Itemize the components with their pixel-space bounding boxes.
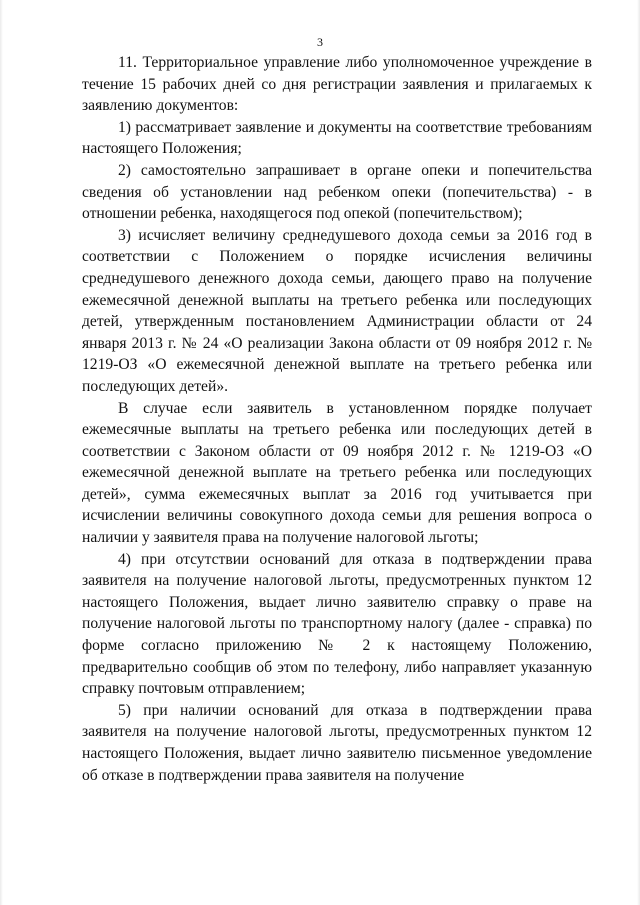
paragraph-subitem-3: 3) исчисляет величину среднедушевого дохода семьи за 2016 год в соответствии с Положением о порядке исчисления величины среднедушевого денежного дохода семьи, дающего право на получение ежемесячной денежной выплаты на третьего ребенка или последующих детей, утвержденным постановлением Администрации области от 24 января 2013 г. № 24 «О реализации Закона области от 09 ноября 2012 г. № 1219-ОЗ «О ежемесячной денежной выплате на третьего ребенка или последующих детей».: [82, 226, 592, 395]
document-body: [82, 52, 592, 786]
paragraph-subitem-2: 2) самостоятельно запрашивает в органе опеки и попечительства сведения об установлении над ребенком опеки (попечительства) - в отношении ребенка, находящегося под опекой (попечительством);: [82, 161, 592, 223]
paragraph-income-note: В случае если заявитель в установленном порядке получает ежемесячные выплаты на третьего ребенка или последующих детей в соответствии с Законом области от 09 ноября 2012 г. № 1219-ОЗ «О ежемесячной денежной выплате на третьего ребенка или последующих детей», сумма ежемесячных выплат за 2016 год учитывается при исчислении величины совокупного дохода семьи для решения вопроса о наличии у заявителя права на получение налоговой льготы;: [82, 399, 592, 547]
page-number: 3: [317, 35, 323, 49]
paragraph-item-11: 11. Территориальное управление либо уполномоченное учреждение в течение 15 рабочих дней со дня регистрации заявления и прилагаемых к заявлению документов:: [82, 54, 592, 115]
scan-left-edge: [0, 0, 3, 905]
paragraph-subitem-4: 4) при отсутствии оснований для отказа в подтверждении права заявителя на получение налоговой льготы, предусмотренных пунктом 12 настоящего Положения, выдает лично заявителю справку о праве на получение налоговой льготы по транспортному налогу (далее - справка) по форме согласно приложению № 2 к настоящему Положению, предварительно сообщив об этом по телефону, либо направляет указанную справку почтовым отправлением;: [82, 550, 592, 698]
paragraph-subitem-1: 1) рассматривает заявление и документы на соответствие требованиям настоящего Положения;: [82, 118, 592, 158]
paragraph-subitem-5: 5) при наличии оснований для отказа в подтверждении права заявителя на получение налоговой льготы, предусмотренных пунктом 12 настоящего Положения, выдает лично заявителю письменное уведомление об отказе в подтверждении права заявителя на получение: [82, 701, 592, 784]
